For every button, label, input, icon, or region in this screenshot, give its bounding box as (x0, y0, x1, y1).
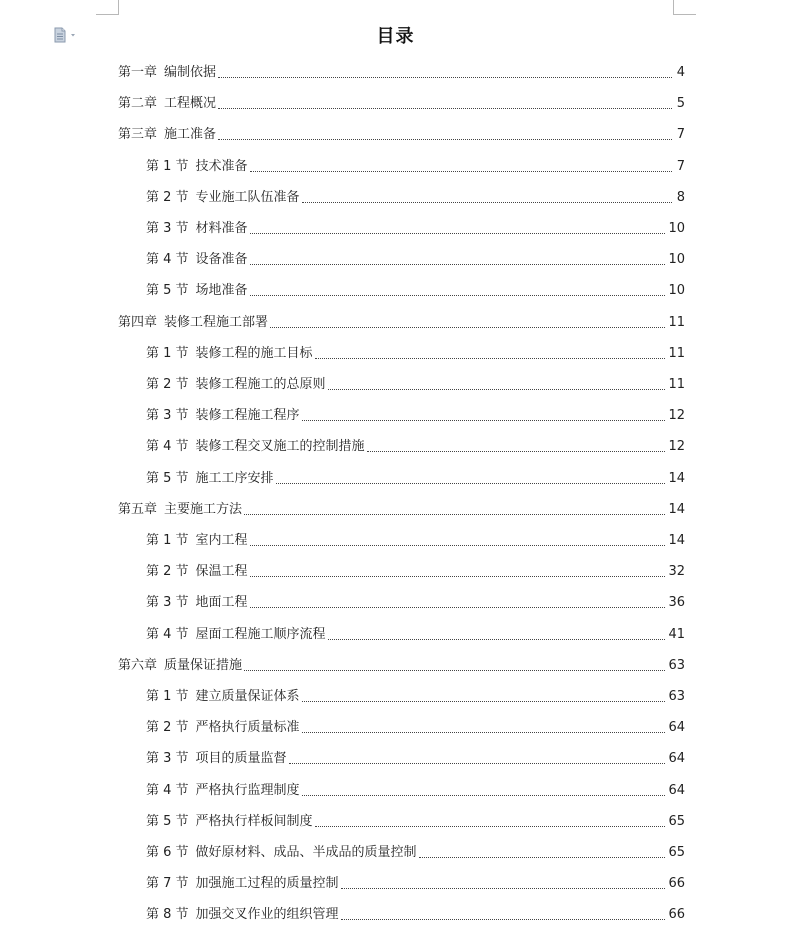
toc-section-entry[interactable] (146, 279, 685, 299)
toc-entry-number: 第 6 节 (146, 845, 189, 860)
toc-entry-title: 室内工程 (195, 533, 248, 548)
toc-dot-leader (328, 388, 666, 390)
toc-entry-title: 主要施工方法 (164, 501, 243, 517)
toc-entry-number: 第 4 节 (146, 626, 189, 642)
toc-page-number: 64 (668, 782, 685, 798)
toc-section-entry[interactable] (146, 560, 685, 580)
toc-dot-leader (302, 794, 666, 796)
toc-entry-number: 第 7 节 (146, 876, 189, 892)
toc-dot-leader (250, 544, 666, 546)
toc-page-number: 10 (668, 221, 685, 236)
toc-entry-title: 做好原材料、成品、半成品的质量控制 (195, 845, 417, 860)
toc-section-entry[interactable] (146, 903, 685, 923)
toc-entry-number: 第 2 节 (146, 377, 189, 392)
toc-entry-title: 加强交叉作业的组织管理 (195, 907, 339, 923)
toc-page-number: 14 (668, 501, 685, 517)
toc-chapter-entry[interactable] (118, 311, 685, 331)
toc-page-number: 65 (668, 845, 685, 860)
toc-dot-leader (367, 450, 666, 452)
toc-entry-number: 第四章 (118, 314, 158, 330)
toc-entry-title: 建立质量保证体系 (195, 689, 300, 704)
toc-entry-title: 质量保证措施 (164, 657, 243, 673)
toc-page-number: 12 (668, 408, 685, 424)
toc-entry-title: 专业施工队伍准备 (195, 189, 300, 205)
toc-page-number: 66 (668, 907, 685, 923)
toc-entry-title: 装修工程施工程序 (195, 408, 300, 424)
toc-entry-title: 保温工程 (195, 564, 248, 580)
toc-page-number: 64 (668, 720, 685, 736)
toc-page-number: 8 (676, 189, 685, 205)
toc-page-number: 41 (668, 626, 685, 642)
toc-entry-title: 编制依据 (164, 65, 217, 80)
toc-entry-title: 场地准备 (195, 283, 248, 299)
toc-chapter-entry[interactable] (118, 61, 685, 81)
toc-chapter-entry[interactable] (118, 123, 685, 143)
toc-section-entry[interactable] (146, 591, 685, 611)
toc-entry-number: 第一章 (118, 65, 158, 80)
toc-section-entry[interactable] (146, 716, 685, 736)
toc-entry-number: 第 3 节 (146, 221, 189, 236)
toc-page-number: 12 (668, 439, 685, 455)
toc-entry-number: 第 1 节 (146, 345, 189, 361)
toc-chapter-entry[interactable] (118, 654, 685, 674)
toc-entry-title: 地面工程 (195, 595, 248, 611)
toc-entry-number: 第二章 (118, 96, 158, 112)
toc-section-entry[interactable] (146, 747, 685, 767)
toc-entry-title: 装修工程施工的总原则 (195, 377, 326, 392)
toc-entry-number: 第 2 节 (146, 189, 189, 205)
toc-dot-leader (419, 856, 666, 858)
toc-entry-number: 第 3 节 (146, 408, 189, 424)
toc-entry-number: 第 5 节 (146, 283, 189, 299)
toc-page-number: 7 (676, 127, 685, 143)
toc-section-entry[interactable] (146, 623, 685, 643)
toc-dot-leader (270, 326, 665, 328)
toc-page-number: 7 (676, 158, 685, 174)
toc-dot-leader (302, 201, 672, 203)
toc-page-number: 10 (668, 252, 685, 268)
toc-section-entry[interactable] (146, 685, 685, 705)
toc-page-number: 14 (668, 533, 685, 548)
toc-entry-title: 加强施工过程的质量控制 (195, 876, 339, 892)
toc-entry-title: 严格执行质量标准 (195, 720, 300, 736)
toc-entry-number: 第 1 节 (146, 689, 189, 704)
toc-dot-leader (276, 482, 666, 484)
toc-section-entry[interactable] (146, 248, 685, 268)
toc-entry-number: 第 3 节 (146, 595, 189, 611)
toc-dot-leader (250, 606, 666, 608)
toc-dot-leader (250, 232, 666, 234)
toc-page-number: 14 (668, 470, 685, 486)
toc-entry-title: 材料准备 (195, 221, 248, 236)
toc-entry-title: 装修工程交叉施工的控制措施 (195, 439, 365, 455)
toc-entry-number: 第 4 节 (146, 782, 189, 798)
toc-entry-title: 设备准备 (195, 252, 248, 268)
toc-entry-number: 第 8 节 (146, 907, 189, 923)
toc-section-entry[interactable] (146, 404, 685, 424)
toc-entry-number: 第 4 节 (146, 439, 189, 455)
toc-page-number: 11 (668, 314, 685, 330)
toc-section-entry[interactable] (146, 435, 685, 455)
toc-section-entry[interactable] (146, 342, 685, 362)
toc-section-entry[interactable] (146, 872, 685, 892)
toc-entry-title: 屋面工程施工顺序流程 (195, 626, 326, 642)
toc-section-entry[interactable] (146, 467, 685, 487)
toc-entry-number: 第 5 节 (146, 813, 189, 829)
toc-section-entry[interactable] (146, 810, 685, 830)
toc-entry-title: 严格执行样板间制度 (195, 813, 313, 829)
toc-dot-leader (244, 669, 665, 671)
toc-dot-leader (341, 887, 666, 889)
toc-section-entry[interactable] (146, 529, 685, 549)
toc-dot-leader (244, 513, 665, 515)
toc-page-number: 32 (668, 564, 685, 580)
toc-entry-number: 第三章 (118, 127, 158, 143)
toc-dot-leader (218, 138, 672, 140)
toc-dot-leader (315, 825, 666, 827)
toc-dot-leader (250, 170, 672, 172)
toc-entry-number: 第六章 (118, 657, 158, 673)
toc-section-entry[interactable] (146, 841, 685, 861)
toc-entry-number: 第 4 节 (146, 252, 189, 268)
toc-page-number: 64 (668, 751, 685, 767)
toc-dot-leader (218, 76, 672, 78)
toc-section-entry[interactable] (146, 779, 685, 799)
toc-entry-number: 第 1 节 (146, 158, 189, 174)
toc-entry-title: 技术准备 (195, 158, 248, 174)
toc-entry-title: 装修工程的施工目标 (195, 345, 313, 361)
toc-page-number: 11 (668, 377, 685, 392)
toc-entry-title: 装修工程施工部署 (164, 314, 269, 330)
toc-page-number: 65 (668, 813, 685, 829)
toc-entry-number: 第五章 (118, 501, 158, 517)
toc-dot-leader (341, 918, 666, 920)
toc-entry-number: 第 1 节 (146, 533, 189, 548)
toc-page-number: 66 (668, 876, 685, 892)
page-corner-mark-left (96, 0, 119, 15)
toc-entry-number: 第 2 节 (146, 720, 189, 736)
toc-page-number: 63 (668, 657, 685, 673)
toc-entry-title: 施工准备 (164, 127, 217, 143)
toc-entry-title: 严格执行监理制度 (195, 782, 300, 798)
toc-section-entry[interactable] (146, 186, 685, 206)
toc-entry-number: 第 2 节 (146, 564, 189, 580)
toc-section-entry[interactable] (146, 373, 685, 393)
toc-page-number: 4 (676, 65, 685, 80)
toc-dot-leader (289, 762, 666, 764)
toc-chapter-entry[interactable] (118, 92, 685, 112)
page-title: 目录 (376, 26, 415, 47)
toc-dot-leader (302, 700, 666, 702)
toc-dot-leader (315, 357, 666, 359)
toc-section-entry[interactable] (146, 217, 685, 237)
toc-page-number: 63 (668, 689, 685, 704)
toc-entry-title: 工程概况 (164, 96, 217, 112)
toc-section-entry[interactable] (146, 155, 685, 175)
toc-dot-leader (250, 294, 666, 296)
toc-dot-leader (218, 107, 672, 109)
toc-entry-number: 第 5 节 (146, 470, 189, 486)
toc-dot-leader (250, 575, 666, 577)
toc-dot-leader (250, 263, 666, 265)
toc-dot-leader (302, 731, 666, 733)
toc-dot-leader (302, 419, 666, 421)
toc-page-number: 11 (668, 345, 685, 361)
toc-entry-number: 第 3 节 (146, 751, 189, 767)
toc-entry-title: 施工工序安排 (195, 470, 274, 486)
toc-page-number: 5 (676, 96, 685, 112)
page-corner-mark-right (673, 0, 696, 15)
toc-dot-leader (328, 638, 666, 640)
toc-entry-title: 项目的质量监督 (195, 751, 287, 767)
toc-page-number: 36 (668, 595, 685, 611)
toc-page-number: 10 (668, 283, 685, 299)
toc-chapter-entry[interactable] (118, 498, 685, 518)
